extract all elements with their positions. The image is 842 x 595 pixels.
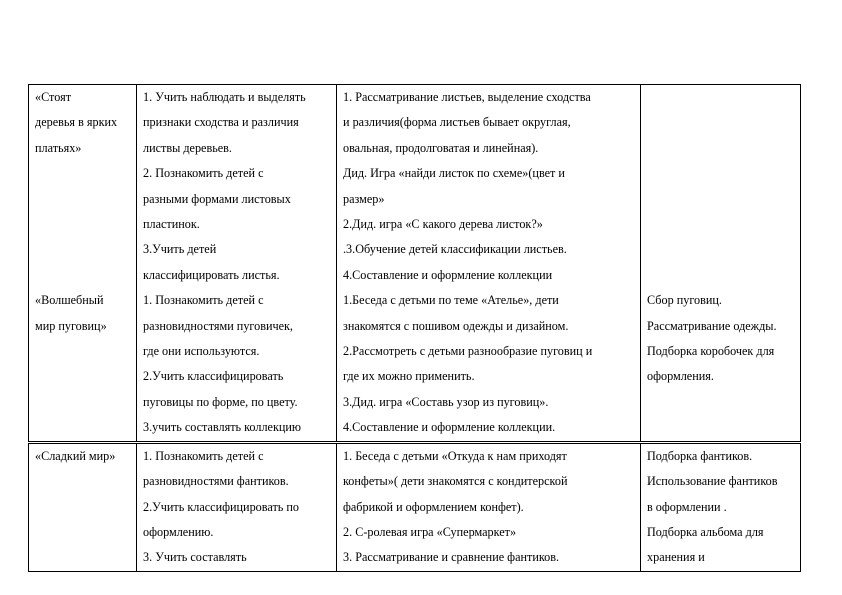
activity-line: 4.Составление и оформление коллекции. [343, 420, 556, 435]
task-line: 3. Учить составлять [143, 550, 247, 565]
task-line: где они используются. [143, 344, 260, 359]
material-line: хранения и [647, 550, 705, 565]
material-line: Сбор пуговиц. [647, 293, 722, 308]
material-line: в оформлении . [647, 499, 727, 514]
activity-line: где их можно применить. [343, 369, 475, 384]
activity-line: 1. Беседа с детьми «Откуда к нам приходят [343, 448, 567, 463]
activity-line: и различия(форма листьев бывает округлая, [343, 115, 571, 130]
activity-line: 3.Дид. игра «Составь узор из пуговиц». [343, 394, 549, 409]
materials-cell [641, 442, 801, 571]
topic-line: «Стоят [35, 90, 72, 104]
tasks-cell [137, 442, 337, 571]
task-line: 3.учить составлять коллекцию [143, 420, 302, 435]
material-line: Использование фантиков [647, 474, 778, 489]
task-line: разными формами листовых [143, 191, 291, 206]
activity-line: .3.Обучение детей классификации листьев. [343, 242, 567, 257]
table-row [29, 85, 801, 443]
material-line: оформления. [647, 369, 714, 384]
activity-line: 2. С-ролевая игра «Супермаркет» [343, 524, 517, 539]
topic-cell [29, 85, 137, 443]
task-line: пуговицы по форме, по цвету. [143, 394, 298, 409]
material-line: Подборка коробочек для [647, 343, 775, 358]
activity-line: овальная, продолговатая и линейная). [343, 140, 539, 155]
activities-cell [337, 442, 641, 571]
task-line: классифицировать листья. [143, 267, 280, 282]
activity-line: 2.Дид. игра «С какого дерева листок?» [343, 217, 543, 232]
task-line: 1. Учить наблюдать и выделять [143, 90, 306, 104]
task-line: листвы деревьев. [143, 140, 232, 155]
task-line: 1. Познакомить детей с [143, 448, 264, 463]
task-line: 2.Учить классифицировать [143, 369, 284, 384]
material-line: Подборка фантиков. [647, 448, 753, 463]
activity-line: Дид. Игра «найди листок по схеме»(цвет и [343, 166, 565, 181]
activity-line: размер» [343, 191, 385, 206]
activity-line: 4.Составление и оформление коллекции [343, 267, 553, 282]
activity-table [28, 84, 801, 572]
task-line: пластинок. [143, 217, 200, 232]
task-line: признаки сходства и различия [143, 115, 299, 130]
activity-line: 1. Рассматривание листьев, выделение сходства [343, 90, 591, 104]
activity-line: знакомятся с пошивом одежды и дизайном. [343, 318, 569, 333]
topic-line: «Сладкий мир» [35, 448, 116, 463]
activities-cell [337, 85, 641, 443]
materials-cell [641, 85, 801, 443]
topic-line: платьях» [35, 140, 82, 155]
activity-line: конфеты»( дети знакомятся с кондитерской [343, 474, 568, 489]
topic-line: деревья в ярких [35, 115, 118, 130]
material-line: Рассматривание одежды. [647, 318, 777, 333]
task-line: 2.Учить классифицировать по [143, 499, 299, 514]
topic-line: мир пуговиц» [35, 318, 107, 333]
topic-line: «Волшебный [35, 293, 104, 308]
activity-line: 1.Беседа с детьми по теме «Ателье», дети [343, 293, 559, 308]
task-line: 1. Познакомить детей с [143, 293, 264, 308]
activity-line: фабрикой и оформлением конфет). [343, 499, 524, 514]
activity-line: 3. Рассматривание и сравнение фантиков. [343, 550, 560, 565]
topic-cell [29, 442, 137, 571]
task-line: разновидностями пуговичек, [143, 318, 293, 333]
material-line: Подборка альбома для [647, 524, 764, 539]
tasks-cell [137, 85, 337, 443]
task-line: оформлению. [143, 524, 214, 539]
task-line: 2. Познакомить детей с [143, 166, 264, 181]
task-line: 3.Учить детей [143, 242, 217, 257]
table-row [29, 442, 801, 571]
task-line: разновидностями фантиков. [143, 474, 289, 489]
activity-line: 2.Рассмотреть с детьми разнообразие пуговиц и [343, 344, 593, 359]
